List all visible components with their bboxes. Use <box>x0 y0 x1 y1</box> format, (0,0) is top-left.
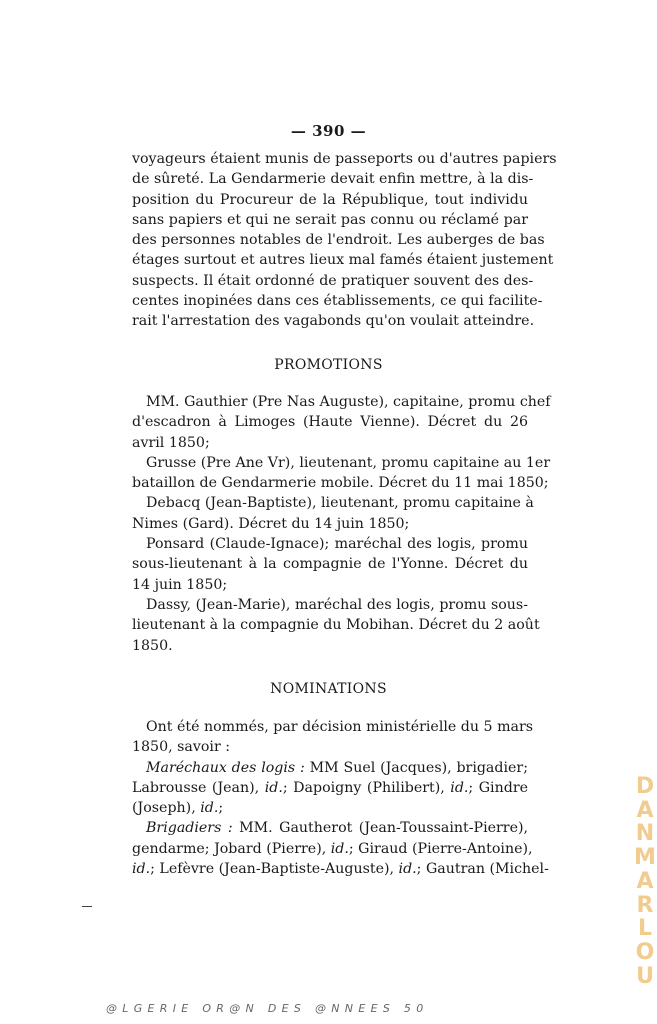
margin-mark <box>82 906 92 907</box>
text-line: suspects. Il était ordonné de pratiquer souvent des des- <box>132 272 534 289</box>
text-line: Ponsard (Claude-Ignace); maréchal des logis, promu <box>146 536 528 553</box>
text-segment: ; Giraud (Pierre-Antoine), <box>348 840 533 857</box>
text-line: de sûreté. La Gendarmerie devait enfin mettre, à la dis- <box>132 171 534 188</box>
promotions-list <box>132 392 551 656</box>
idem-label: id. <box>264 779 283 796</box>
text-line: lieutenant à la compagnie du Mobihan. Décret du 2 août <box>132 617 540 634</box>
vertical-watermark <box>634 775 656 988</box>
text-segment: ; Dapoigny (Philibert), <box>282 779 451 796</box>
watermark-letter: R <box>636 892 654 918</box>
text-segment: gendarme; Jobard (Pierre), <box>132 840 331 857</box>
idem-label: id. <box>398 861 417 878</box>
text-line: sans papiers et qui ne serait pas connu ou réclamé par <box>132 211 528 228</box>
text-line <box>132 839 533 859</box>
text-segment: (Joseph), <box>132 800 201 817</box>
watermark-letter: D <box>635 774 655 799</box>
text-line: bataillon de Gendarmerie mobile. Décret du 11 mai 1850; <box>132 475 549 492</box>
text-segment: ; Lefèvre (Jean-Baptiste-Auguste), <box>150 861 399 878</box>
text-segment: ; Gindre <box>468 779 528 796</box>
text-segment: MM. Gautherot (Jean-Toussaint-Pierre), <box>232 820 529 837</box>
watermark-letter: L <box>637 916 653 942</box>
text-line <box>132 798 528 818</box>
text-line: Dassy, (Jean-Marie), maréchal des logis, promu sous- <box>146 596 528 613</box>
watermark-letter: N <box>635 821 655 847</box>
watermark-letter: A <box>636 868 654 894</box>
watermark-letter: O <box>635 939 655 965</box>
page-number: — 390 — <box>290 122 367 140</box>
idem-label: id. <box>132 861 151 878</box>
text-line: voyageurs étaient munis de passeports ou d'autres papiers <box>132 151 557 167</box>
text-segment: ; Gautran (Michel- <box>416 861 549 878</box>
footer-watermark: @LGERIE OR@N DES @NNEES 50 <box>106 1002 429 1015</box>
nominations-list <box>132 717 549 879</box>
text-line: 14 juin 1850; <box>132 576 228 593</box>
text-line <box>132 818 528 838</box>
promotions-heading: PROMOTIONS <box>274 357 383 373</box>
text-line: étages surtout et autres lieux mal famés étaient justement <box>132 252 554 269</box>
text-segment: ; <box>218 800 224 817</box>
watermark-letter: M <box>634 845 656 871</box>
nominations-heading: NOMINATIONS <box>270 681 387 697</box>
text-segment: MM Suel (Jacques), brigadier; <box>304 759 528 776</box>
watermark-letter: A <box>636 797 654 823</box>
text-line: sous-lieutenant à la compagnie de l'Yonne. Décret du <box>132 556 528 573</box>
text-line: Debacq (Jean-Baptiste), lieutenant, promu capitaine à <box>146 495 534 512</box>
idem-label: id. <box>200 800 219 817</box>
watermark-letter: U <box>636 963 654 989</box>
brigadiers-label: Brigadiers : <box>146 820 233 837</box>
text-line: avril 1850; <box>132 434 210 451</box>
text-segment: Labrousse (Jean), <box>132 779 265 796</box>
text-line: Nimes (Gard). Décret du 14 juin 1850; <box>132 515 410 532</box>
text-line <box>132 859 549 879</box>
marechaux-label: Maréchaux des logis : <box>146 759 305 776</box>
text-line: MM. Gauthier (Pre Nas Auguste), capitaine, promu chef <box>146 394 551 410</box>
idem-label: id. <box>330 840 349 857</box>
intro-paragraph <box>132 149 557 332</box>
text-line: centes inopinées dans ces établissements, ce qui facilite- <box>132 293 543 310</box>
idem-label: id. <box>450 779 469 796</box>
text-line: d'escadron à Limoges (Haute Vienne). Décret du 26 <box>132 414 528 431</box>
text-line: des personnes notables de l'endroit. Les auberges de bas <box>132 232 545 249</box>
text-line: Ont été nommés, par décision ministérielle du 5 mars <box>146 719 534 735</box>
text-line: position du Procureur de la République, tout individu <box>132 191 528 208</box>
text-line <box>132 758 528 778</box>
text-line <box>132 778 528 798</box>
text-line: 1850, savoir : <box>132 739 231 756</box>
text-line: 1850. <box>132 637 173 654</box>
text-line: rait l'arrestation des vagabonds qu'on voulait atteindre. <box>132 313 535 330</box>
text-line: Grusse (Pre Ane Vr), lieutenant, promu capitaine au 1er <box>146 454 551 471</box>
